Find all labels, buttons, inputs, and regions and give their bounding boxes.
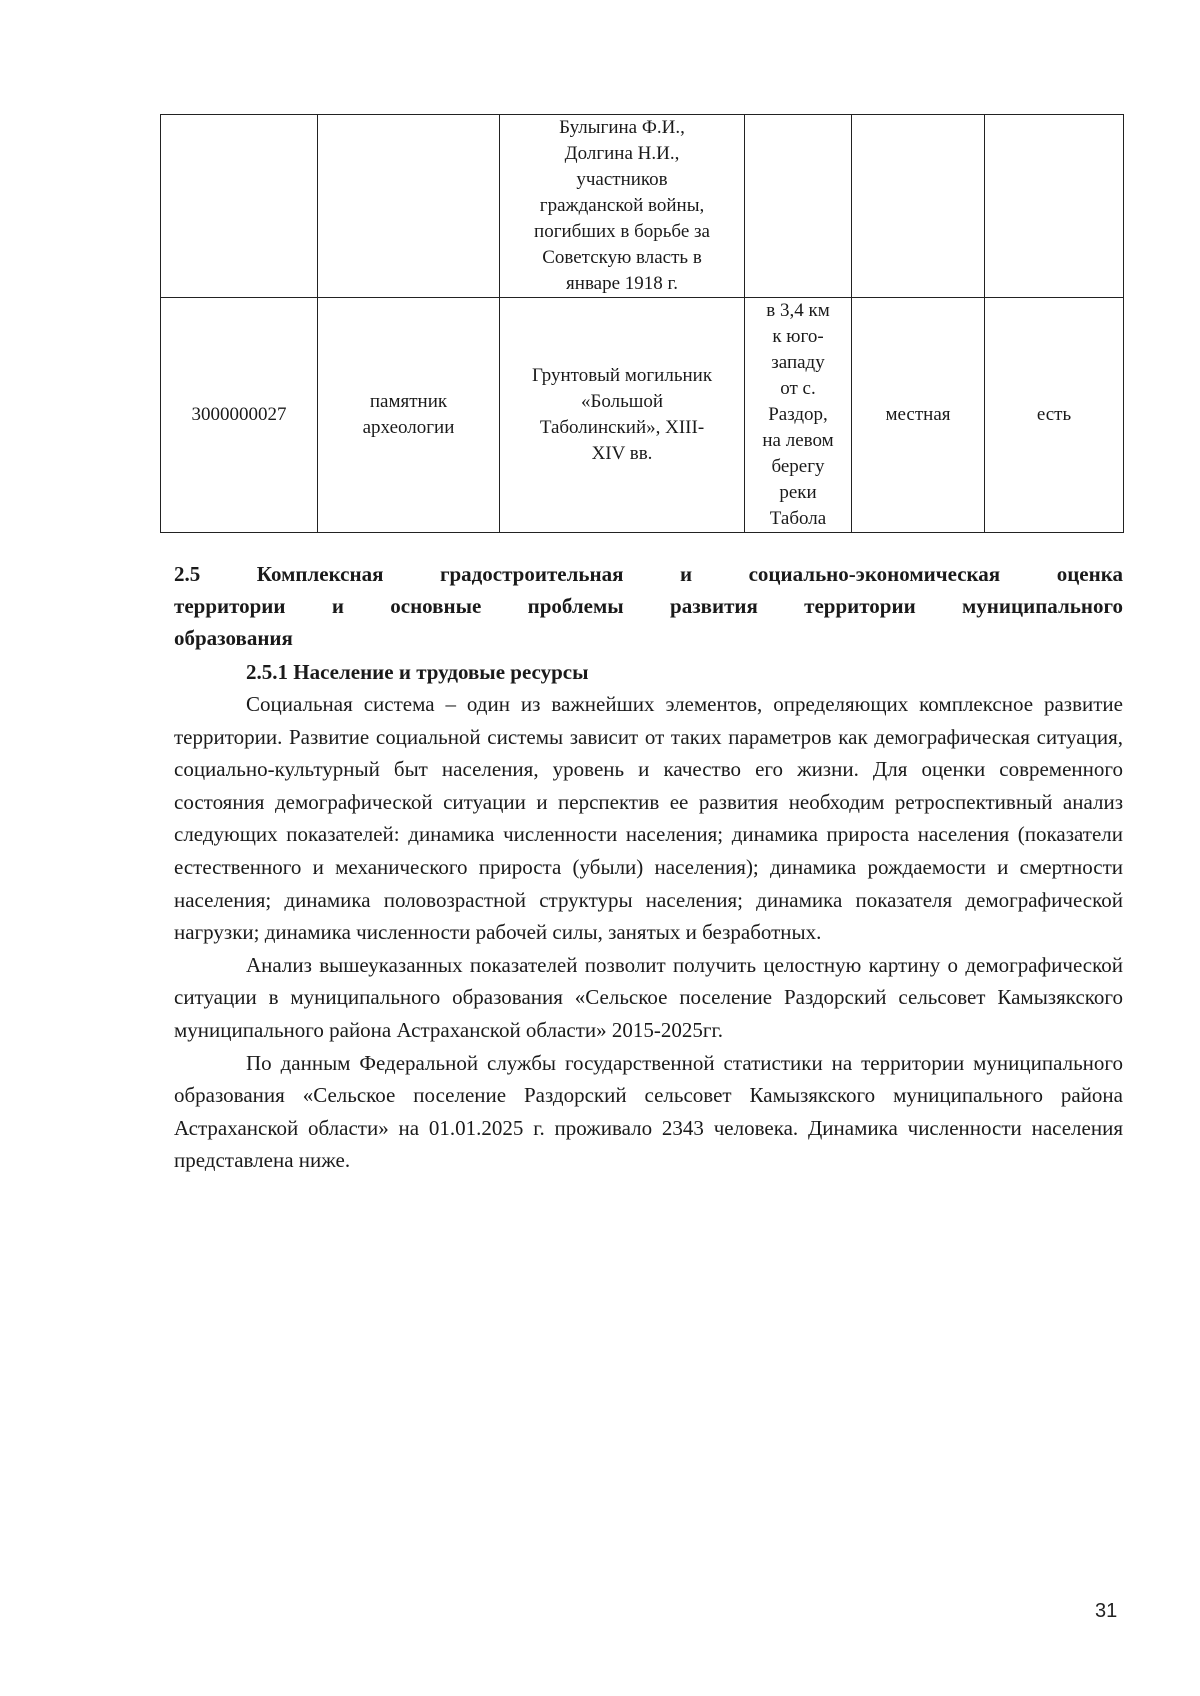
- subsection-heading: 2.5.1 Население и трудовые ресурсы: [246, 660, 589, 684]
- cell-name: Булыгина Ф.И., Долгина Н.И., участников гражданской войны, погибших в борьбе за Советскую власть в январе 1918 г.: [500, 115, 745, 298]
- cell-category: [852, 115, 985, 298]
- cell-category: местная: [852, 298, 985, 533]
- section-heading: [174, 558, 1123, 654]
- cell-location: в 3,4 км к юго- западу от с. Раздор, на левом берегу реки Табола: [745, 298, 852, 533]
- table-row: [161, 298, 1124, 533]
- monuments-table: [160, 114, 1124, 533]
- cell-code: 3000000027: [161, 298, 318, 533]
- cell-type: памятник археологии: [318, 298, 500, 533]
- heading-line-3: образования: [174, 626, 293, 650]
- cell-location: [745, 115, 852, 298]
- paragraph: Анализ вышеуказанных показателей позволит получить целостную картину о демографической ситуации в муниципального образования «Сельское поселение Раздорский сельсовет Камызякского муниципального района Астраханской области» 2015-2025гг.: [174, 952, 1123, 1042]
- cell-type: [318, 115, 500, 298]
- page-number: 31: [1095, 1600, 1118, 1622]
- cell-status: [985, 115, 1124, 298]
- paragraph: По данным Федеральной службы государственной статистики на территории муниципального образования «Сельское поселение Раздорский сельсовет Камызякского муниципального района Астраханской области» на 01.01.2025 г. проживало 2343 человека. Динамика численности населения представлена ниже.: [174, 1050, 1123, 1173]
- cell-name: Грунтовый могильник «Большой Таболинский», XIII- XIV вв.: [500, 298, 745, 533]
- paragraph: Социальная система – один из важнейших элементов, определяющих комплексное развитие территории. Развитие социальной системы зависит от таких параметров как демографическая ситуация, социально-культурный быт населения, уровень и качество его жизни. Для оценки современного состояния демографической ситуации и перспектив ее развития необходим ретроспективный анализ следующих показателей: динамика численности населения; динамика прироста населения (показатели естественного и механического прироста (убыли) населения); динамика рождаемости и смертности населения; динамика половозрастной структуры населения; динамика показателя демографической нагрузки; динамика численности рабочей силы, занятых и безработных.: [174, 692, 1123, 945]
- table-row: [161, 115, 1124, 298]
- cell-status: есть: [985, 298, 1124, 533]
- heading-number: 2.5: [174, 562, 201, 586]
- cell-code: [161, 115, 318, 298]
- section-2-5: [174, 558, 1123, 1177]
- heading-line-1: Комплексная градостроительная и социально-экономическая оценка: [256, 562, 1123, 586]
- heading-line-2: территории и основные проблемы развития территории муниципального: [174, 594, 1123, 618]
